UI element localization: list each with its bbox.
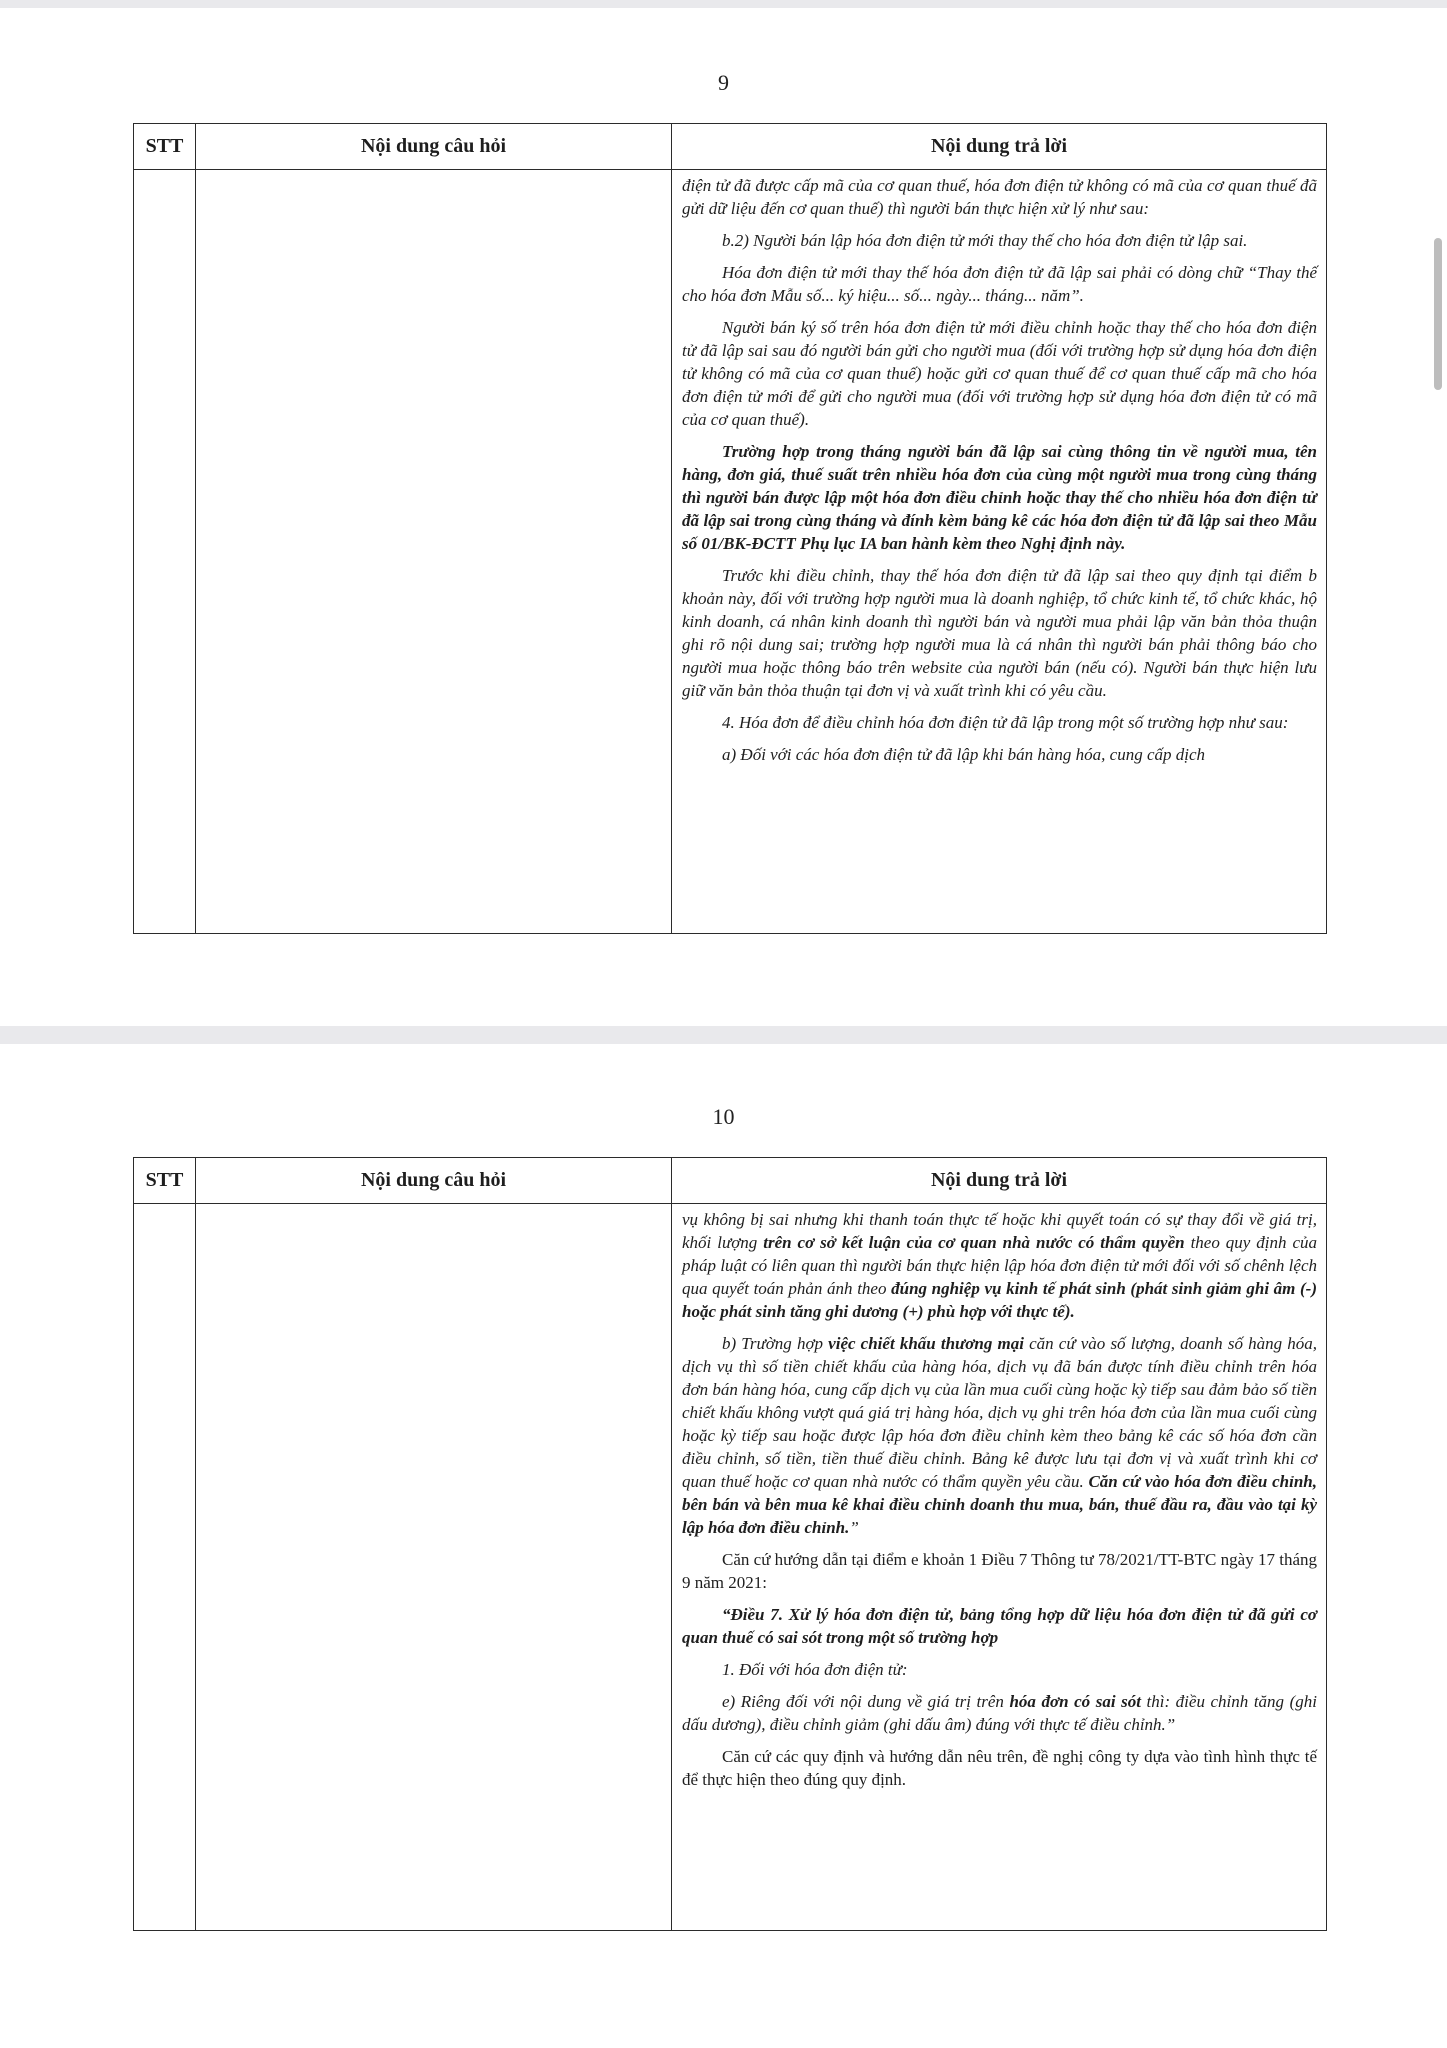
column-header-answer: Nội dung trả lời <box>672 1158 1327 1204</box>
answer-paragraph: Trước khi điều chỉnh, thay thế hóa đơn điện tử đã lập sai theo quy định tại điểm b khoản này, đối với trường hợp người mua là doanh nghiệp, tổ chức kinh tế, tổ chức khác, hộ kinh doanh, cá nhân kinh doanh thì người bán và người mua phải lập văn bản thỏa thuận ghi rõ nội dung sai; trường hợp người mua là cá nhân thì người bán phải thông báo cho người mua hoặc thông báo trên website của người bán (nếu có). Người bán thực hiện lưu giữ văn bản thỏa thuận tại đơn vị và xuất trình khi có yêu cầu. <box>682 566 1317 700</box>
answer-text-bold: trên cơ sở kết luận của cơ quan nhà nước có thẩm quyền <box>763 1233 1185 1252</box>
answer-paragraph: Căn cứ các quy định và hướng dẫn nêu trên, đề nghị công ty dựa vào tình hình thực tế để thực hiện theo đúng quy định. <box>682 1747 1317 1789</box>
question-cell <box>196 170 672 934</box>
answer-text: b) Trường hợp <box>722 1334 824 1353</box>
answer-text: e) Riêng đối với nội dung về giá trị trên <box>722 1692 1004 1711</box>
answer-paragraph: 1. Đối với hóa đơn điện tử: <box>722 1660 908 1679</box>
column-header-stt: STT <box>134 1158 196 1204</box>
answer-paragraph: b.2) Người bán lập hóa đơn điện tử mới thay thế cho hóa đơn điện tử lập sai. <box>722 231 1248 250</box>
answer-text: ” <box>849 1518 859 1537</box>
answer-paragraph <box>682 1332 1317 1539</box>
column-header-stt: STT <box>134 124 196 170</box>
page-number: 10 <box>712 1104 735 1129</box>
answer-text-bold: Căn cứ vào hóa đơn điều chỉnh, bên bán và bên mua kê khai điều chỉnh doanh thu mua, bán, thuế đầu ra, đầu vào tại kỳ lập hóa đơn điều chỉnh. <box>682 1472 1317 1537</box>
page-number: 9 <box>718 70 729 95</box>
column-header-question: Nội dung câu hỏi <box>196 124 672 170</box>
answer-paragraph: điện tử đã được cấp mã của cơ quan thuế, hóa đơn điện tử không có mã của cơ quan thuế đã gửi dữ liệu đến cơ quan thuế) thì người bán thực hiện xử lý như sau: <box>682 176 1317 218</box>
answer-text: vụ không bị sai nhưng khi thanh toán thực tế hoặc khi quyết toán có sự thay đổi về giá trị, khối lượng <box>682 1210 1317 1252</box>
qa-table <box>133 1157 1327 1931</box>
answer-text: theo quy định của pháp luật có liên quan thì người bán thực hiện lập hóa đơn điện tử mới đối với số chênh lệch qua quyết toán phản ánh theo <box>682 1233 1318 1298</box>
answer-paragraph <box>682 1690 1317 1736</box>
table-header-row <box>134 1158 1327 1204</box>
answer-paragraph-bold: Trường hợp trong tháng người bán đã lập sai cùng thông tin về người mua, tên hàng, đơn giá, thuế suất trên nhiều hóa đơn của cùng một người mua trong cùng tháng thì người bán được lập một hóa đơn điều chỉnh hoặc thay thế cho nhiều hóa đơn điện tử đã lập sai trong cùng tháng và đính kèm bảng kê các hóa đơn điện tử đã lập sai theo Mẫu số 01/BK-ĐCTT Phụ lục IA ban hành kèm theo Nghị định này. <box>682 442 1317 553</box>
answer-paragraph: 4. Hóa đơn để điều chỉnh hóa đơn điện tử đã lập trong một số trường hợp như sau: <box>722 713 1289 732</box>
answer-paragraph-bold: “Điều 7. Xử lý hóa đơn điện tử, bảng tổng hợp dữ liệu hóa đơn điện tử đã gửi cơ quan thuế có sai sót trong một số trường hợp <box>682 1605 1317 1647</box>
answer-paragraph: Hóa đơn điện tử mới thay thế hóa đơn điện tử đã lập sai phải có dòng chữ “Thay thế cho hóa đơn Mẫu số... ký hiệu... số... ngày... tháng... năm”. <box>682 263 1317 305</box>
question-cell <box>196 1204 672 1931</box>
stt-cell <box>134 170 196 934</box>
answer-paragraph: a) Đối với các hóa đơn điện tử đã lập khi bán hàng hóa, cung cấp dịch <box>722 745 1206 764</box>
answer-cell <box>672 170 1327 934</box>
scrollbar-thumb[interactable] <box>1434 238 1442 390</box>
stt-cell <box>134 1204 196 1931</box>
answer-text: thì: điều chỉnh tăng (ghi dấu dương), điều chỉnh giảm (ghi dấu âm) đúng với thực tế điều chỉnh.” <box>682 1692 1317 1734</box>
answer-paragraph: Người bán ký số trên hóa đơn điện tử mới điều chỉnh hoặc thay thế cho hóa đơn điện tử đã lập sai sau đó người bán gửi cho người mua (đối với trường hợp sử dụng hóa đơn điện tử không có mã của cơ quan thuế) hoặc gửi cơ quan thuế để cơ quan thuế cấp mã cho hóa đơn điện tử mới để gửi cho người mua (đối với trường hợp sử dụng hóa đơn điện tử có mã của cơ quan thuế). <box>682 318 1317 429</box>
answer-paragraph <box>682 1208 1317 1323</box>
answer-text: căn cứ vào số lượng, doanh số hàng hóa, dịch vụ thì số tiền chiết khấu của hàng hóa, dịch vụ đã bán được tính điều chỉnh trên hóa đơn bán hàng hóa, cung cấp dịch vụ của lần mua cuối cùng hoặc kỳ tiếp sau đảm bảo số tiền chiết khấu không vượt quá giá trị hàng hóa, dịch vụ ghi trên hóa đơn của lần mua cuối cùng hoặc kỳ tiếp sau hoặc được lập hóa đơn điều chỉnh kèm theo bảng kê các số hóa đơn cần điều chỉnh, số tiền, tiền thuế điều chỉnh. Bảng kê được lưu tại đơn vị và xuất trình khi cơ quan thuế hoặc cơ quan nhà nước có thẩm quyền yêu cầu. <box>682 1334 1317 1491</box>
column-header-question: Nội dung câu hỏi <box>196 1158 672 1204</box>
answer-text-bold: hóa đơn có sai sót <box>1009 1692 1141 1711</box>
vertical-scrollbar[interactable] <box>1431 0 1447 1040</box>
answer-text-bold: việc chiết khấu thương mại <box>828 1334 1024 1353</box>
answer-text-bold: đúng nghiệp vụ kinh tế phát sinh (phát sinh giảm ghi âm (-) hoặc phát sinh tăng ghi dương (+) phù hợp với thực tế). <box>682 1279 1318 1321</box>
answer-paragraph: Căn cứ hướng dẫn tại điểm e khoản 1 Điều 7 Thông tư 78/2021/TT-BTC ngày 17 tháng 9 năm 2021: <box>682 1550 1317 1592</box>
column-header-answer: Nội dung trả lời <box>672 124 1327 170</box>
table-header-row <box>134 124 1327 170</box>
page-gap-top <box>0 0 1447 8</box>
page-gap-middle <box>0 1026 1447 1044</box>
table-row <box>134 170 1327 934</box>
qa-table <box>133 123 1327 934</box>
answer-cell <box>672 1204 1327 1931</box>
table-row <box>134 1204 1327 1931</box>
